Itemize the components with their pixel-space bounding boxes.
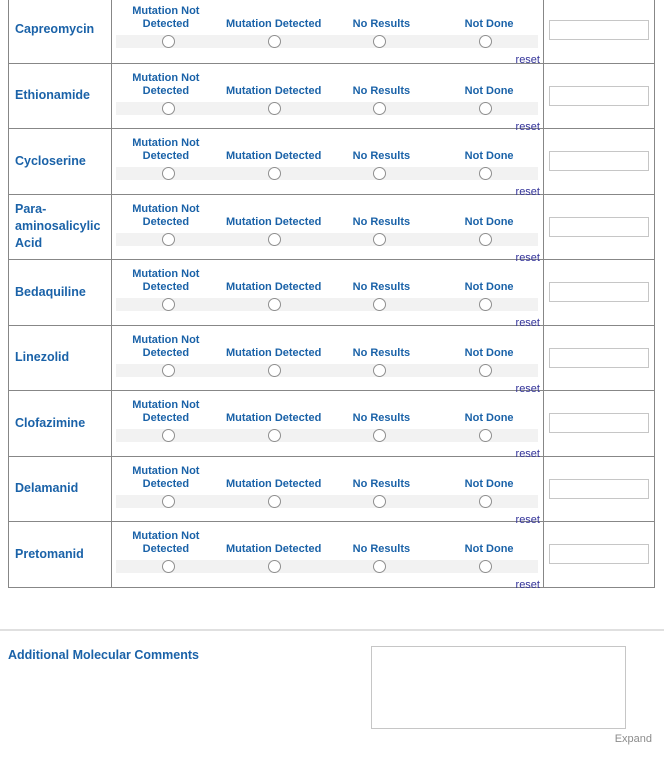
extra-cell <box>544 64 654 129</box>
radio-mutation-detected[interactable] <box>268 560 281 573</box>
reset-row <box>112 573 543 593</box>
result-options-cell <box>112 0 544 66</box>
radio-cell-not-done <box>433 560 539 573</box>
drug-name-label: Pretomanid <box>9 522 112 587</box>
radio-cell-mutation-detected <box>222 298 328 311</box>
radio-no-results[interactable] <box>373 495 386 508</box>
radio-cell-mutation-detected <box>222 35 328 48</box>
result-options-cell <box>112 129 544 198</box>
reset-link[interactable]: reset <box>515 513 540 526</box>
drug-name-label: Clofazimine <box>9 391 112 456</box>
option-header-not-done: Not Done <box>464 477 514 490</box>
option-header-mutation-not-detected: Mutation Not Detected <box>132 268 200 293</box>
result-options-cell <box>112 195 544 264</box>
radio-cell-not-done <box>433 495 539 508</box>
radio-cell-mutation-not-detected <box>116 364 222 377</box>
option-headers <box>112 522 543 556</box>
radio-cell-no-results <box>327 102 433 115</box>
radio-cell-no-results <box>327 429 433 442</box>
option-headers <box>112 391 543 425</box>
radio-cell-mutation-detected <box>222 102 328 115</box>
drug-result-row-ethionamide <box>9 63 654 133</box>
radio-no-results[interactable] <box>373 233 386 246</box>
result-detail-input[interactable] <box>549 151 649 171</box>
option-headers <box>112 260 543 294</box>
result-options-cell <box>112 391 544 460</box>
radio-mutation-detected[interactable] <box>268 233 281 246</box>
option-header-mutation-detected: Mutation Detected <box>225 477 322 490</box>
radio-mutation-not-detected[interactable] <box>162 233 175 246</box>
radio-no-results[interactable] <box>373 102 386 115</box>
option-header-no-results: No Results <box>352 346 411 359</box>
option-header-not-done: Not Done <box>464 150 514 162</box>
option-header-no-results: No Results <box>352 150 411 162</box>
radio-mutation-not-detected[interactable] <box>162 495 175 508</box>
radio-mutation-detected[interactable] <box>268 429 281 442</box>
option-header-no-results: No Results <box>352 281 411 293</box>
reset-link[interactable]: reset <box>515 448 540 460</box>
option-header-not-done: Not Done <box>464 543 514 555</box>
extra-cell <box>544 260 654 325</box>
radio-band <box>116 495 538 508</box>
radio-mutation-detected[interactable] <box>268 167 281 180</box>
result-detail-input[interactable] <box>549 86 649 106</box>
radio-cell-no-results <box>327 495 433 508</box>
option-header-mutation-detected: Mutation Detected <box>225 18 322 30</box>
option-headers <box>112 326 543 360</box>
reset-link[interactable]: reset <box>515 120 540 133</box>
radio-cell-no-results <box>327 364 433 377</box>
radio-mutation-not-detected[interactable] <box>162 560 175 573</box>
radio-mutation-detected[interactable] <box>268 35 281 48</box>
radio-band <box>116 429 538 442</box>
radio-not-done[interactable] <box>479 35 492 48</box>
option-header-not-done: Not Done <box>464 346 514 359</box>
option-header-mutation-detected: Mutation Detected <box>225 412 322 424</box>
extra-cell <box>544 195 654 260</box>
radio-cell-mutation-not-detected <box>116 429 222 442</box>
radio-not-done[interactable] <box>479 495 492 508</box>
option-header-mutation-not-detected: Mutation Not Detected <box>132 137 200 162</box>
option-header-mutation-not-detected: Mutation Not Detected <box>132 530 200 555</box>
option-header-mutation-not-detected: Mutation Not Detected <box>132 71 200 97</box>
radio-band <box>116 35 538 48</box>
radio-cell-mutation-detected <box>222 233 328 246</box>
reset-link[interactable]: reset <box>515 382 540 395</box>
result-detail-input[interactable] <box>549 217 649 237</box>
drug-result-row-delamanid <box>9 456 654 526</box>
radio-cell-not-done <box>433 102 539 115</box>
result-detail-input[interactable] <box>549 544 649 564</box>
reset-link[interactable]: reset <box>515 251 540 264</box>
drug-name-label: Linezolid <box>9 326 112 391</box>
option-header-mutation-not-detected: Mutation Not Detected <box>132 333 200 359</box>
result-detail-input[interactable] <box>549 20 649 40</box>
radio-not-done[interactable] <box>479 560 492 573</box>
radio-cell-mutation-not-detected <box>116 495 222 508</box>
radio-band <box>116 560 538 573</box>
result-options-cell <box>112 522 544 591</box>
option-header-not-done: Not Done <box>464 84 514 97</box>
radio-cell-no-results <box>327 560 433 573</box>
radio-cell-not-done <box>433 167 539 180</box>
reset-link[interactable]: reset <box>515 317 540 329</box>
radio-band <box>116 233 538 246</box>
radio-cell-not-done <box>433 233 539 246</box>
result-detail-input[interactable] <box>549 348 649 368</box>
reset-link[interactable]: reset <box>515 186 540 198</box>
radio-no-results[interactable] <box>373 167 386 180</box>
drug-result-row-pretomanid <box>9 521 654 591</box>
option-header-no-results: No Results <box>352 477 411 490</box>
reset-link[interactable]: reset <box>515 54 540 66</box>
option-headers <box>112 64 543 98</box>
extra-cell <box>544 326 654 391</box>
drug-result-row-para-aminosalicylic-acid <box>9 194 654 264</box>
result-detail-input[interactable] <box>549 413 649 433</box>
radio-mutation-not-detected[interactable] <box>162 102 175 115</box>
radio-cell-mutation-detected <box>222 495 328 508</box>
radio-cell-not-done <box>433 364 539 377</box>
radio-band <box>116 102 538 115</box>
drug-name-label: Cycloserine <box>9 129 112 194</box>
radio-band <box>116 298 538 311</box>
radio-no-results[interactable] <box>373 35 386 48</box>
drug-name-label: Capreomycin <box>9 0 112 63</box>
radio-mutation-detected[interactable] <box>268 364 281 377</box>
drug-result-row-cycloserine <box>9 128 654 198</box>
drug-name-label: Para-aminosalicylic Acid <box>9 195 112 260</box>
radio-mutation-not-detected[interactable] <box>162 167 175 180</box>
drug-result-row-linezolid <box>9 325 654 395</box>
radio-cell-not-done <box>433 298 539 311</box>
option-header-no-results: No Results <box>352 84 411 97</box>
option-header-not-done: Not Done <box>464 412 514 424</box>
drug-name-label: Bedaquiline <box>9 260 112 325</box>
additional-molecular-comments-textarea[interactable] <box>371 646 626 729</box>
drug-result-row-clofazimine <box>9 390 654 460</box>
radio-cell-mutation-detected <box>222 429 328 442</box>
radio-not-done[interactable] <box>479 233 492 246</box>
radio-cell-mutation-not-detected <box>116 35 222 48</box>
option-header-mutation-detected: Mutation Detected <box>225 215 322 228</box>
result-options-cell <box>112 326 544 395</box>
radio-band <box>116 364 538 377</box>
radio-mutation-detected[interactable] <box>268 102 281 115</box>
option-header-mutation-detected: Mutation Detected <box>225 84 322 97</box>
option-header-mutation-detected: Mutation Detected <box>225 346 322 359</box>
radio-cell-not-done <box>433 429 539 442</box>
option-header-mutation-not-detected: Mutation Not Detected <box>132 202 200 228</box>
extra-cell <box>544 129 654 194</box>
radio-cell-mutation-detected <box>222 364 328 377</box>
drug-result-row-bedaquiline <box>9 259 654 329</box>
result-detail-input[interactable] <box>549 479 649 499</box>
radio-mutation-not-detected[interactable] <box>162 35 175 48</box>
radio-band <box>116 167 538 180</box>
option-header-no-results: No Results <box>352 543 411 555</box>
option-header-mutation-detected: Mutation Detected <box>225 281 322 293</box>
option-headers <box>112 457 543 491</box>
radio-mutation-not-detected[interactable] <box>162 298 175 311</box>
option-header-mutation-not-detected: Mutation Not Detected <box>132 5 200 30</box>
result-options-cell <box>112 64 544 133</box>
radio-cell-no-results <box>327 233 433 246</box>
radio-not-done[interactable] <box>479 429 492 442</box>
reset-link[interactable]: reset <box>515 579 540 591</box>
extra-cell <box>544 522 654 587</box>
expand-link[interactable]: Expand <box>614 733 652 745</box>
radio-cell-no-results <box>327 298 433 311</box>
option-headers <box>112 195 543 229</box>
section-divider <box>0 629 664 631</box>
result-detail-input[interactable] <box>549 282 649 302</box>
radio-no-results[interactable] <box>373 560 386 573</box>
radio-not-done[interactable] <box>479 364 492 377</box>
option-header-not-done: Not Done <box>464 215 514 228</box>
option-header-mutation-not-detected: Mutation Not Detected <box>132 464 200 490</box>
option-header-mutation-detected: Mutation Detected <box>225 150 322 162</box>
result-options-cell <box>112 457 544 526</box>
radio-cell-mutation-not-detected <box>116 298 222 311</box>
radio-cell-mutation-not-detected <box>116 167 222 180</box>
additional-molecular-comments-label: Additional Molecular Comments <box>8 648 199 662</box>
option-header-no-results: No Results <box>352 215 411 228</box>
option-header-no-results: No Results <box>352 18 411 30</box>
radio-no-results[interactable] <box>373 429 386 442</box>
radio-cell-mutation-not-detected <box>116 560 222 573</box>
extra-cell <box>544 391 654 456</box>
radio-cell-no-results <box>327 167 433 180</box>
radio-mutation-detected[interactable] <box>268 495 281 508</box>
radio-cell-mutation-detected <box>222 560 328 573</box>
radio-mutation-not-detected[interactable] <box>162 429 175 442</box>
option-header-mutation-not-detected: Mutation Not Detected <box>132 399 200 424</box>
option-header-not-done: Not Done <box>464 18 514 30</box>
radio-no-results[interactable] <box>373 298 386 311</box>
radio-cell-not-done <box>433 35 539 48</box>
radio-not-done[interactable] <box>479 298 492 311</box>
option-header-no-results: No Results <box>352 412 411 424</box>
result-options-cell <box>112 260 544 329</box>
radio-cell-mutation-not-detected <box>116 102 222 115</box>
option-headers <box>112 129 543 163</box>
radio-no-results[interactable] <box>373 364 386 377</box>
drug-resistance-table <box>8 0 655 591</box>
radio-mutation-not-detected[interactable] <box>162 364 175 377</box>
extra-cell <box>544 0 654 63</box>
radio-not-done[interactable] <box>479 102 492 115</box>
radio-cell-no-results <box>327 35 433 48</box>
radio-cell-mutation-not-detected <box>116 233 222 246</box>
drug-name-label: Ethionamide <box>9 64 112 129</box>
extra-cell <box>544 457 654 522</box>
drug-name-label: Delamanid <box>9 457 112 522</box>
option-header-not-done: Not Done <box>464 281 514 293</box>
radio-mutation-detected[interactable] <box>268 298 281 311</box>
radio-not-done[interactable] <box>479 167 492 180</box>
radio-cell-mutation-detected <box>222 167 328 180</box>
drug-result-row-capreomycin <box>9 0 654 66</box>
option-header-mutation-detected: Mutation Detected <box>225 543 322 555</box>
option-headers <box>112 0 543 31</box>
